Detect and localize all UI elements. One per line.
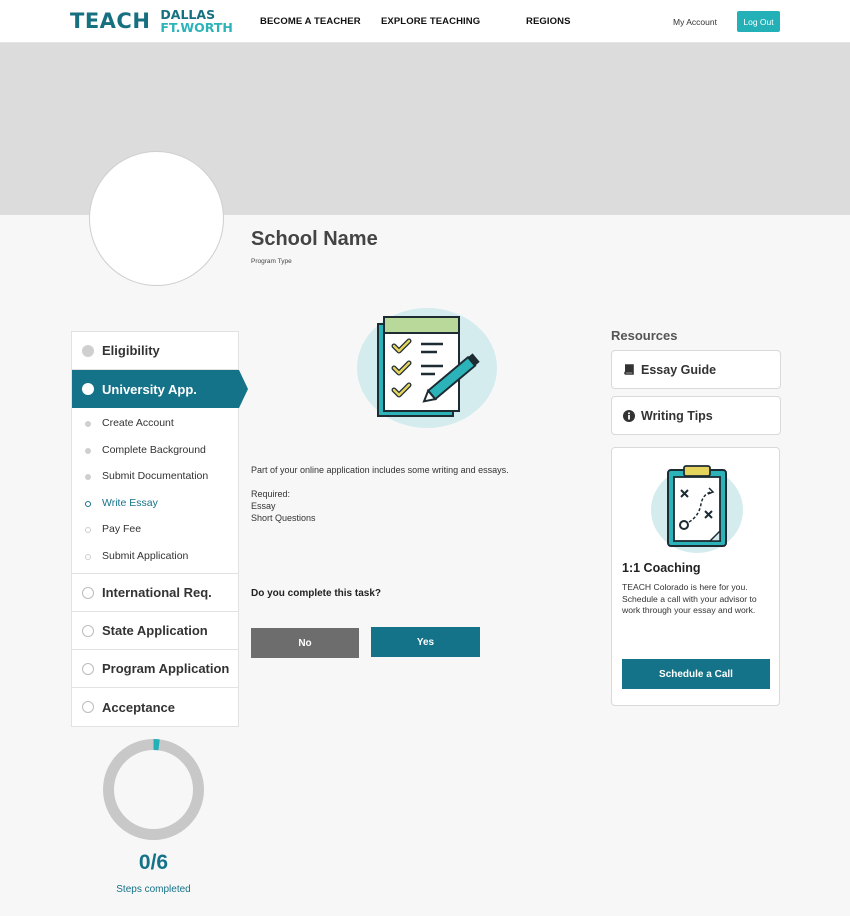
substep-submit-application[interactable] [72, 543, 238, 570]
substep-label: Complete Background [102, 443, 206, 456]
step-todo-dot-icon [82, 587, 94, 599]
logo-city [160, 8, 232, 34]
yes-button[interactable]: Yes [371, 627, 480, 657]
step-university-app[interactable] [72, 370, 239, 408]
logout-button[interactable]: Log Out [737, 11, 780, 32]
clipboard-strategy-illustration-icon [647, 458, 747, 553]
substep-label: Create Account [102, 417, 174, 430]
university-app-substeps [72, 408, 238, 574]
substep-done-dot-icon [85, 474, 91, 480]
task-description: Part of your online application includes some writing and essays. [251, 465, 509, 475]
step-acceptance[interactable] [72, 688, 238, 726]
step-label: International Req. [102, 585, 212, 600]
substep-label: Pay Fee [102, 523, 142, 536]
substep-done-dot-icon [85, 448, 91, 454]
substep-label: Write Essay [102, 496, 158, 509]
substep-label: Submit Application [102, 549, 189, 562]
checklist-illustration-icon [355, 306, 500, 430]
step-active-dot-icon [82, 383, 94, 395]
step-todo-dot-icon [82, 701, 94, 713]
progress-label: Steps completed [116, 884, 191, 895]
progress-track [109, 745, 199, 835]
program-type: Program Type [251, 258, 292, 265]
resources-heading: Resources [611, 328, 678, 343]
step-label: University App. [102, 381, 197, 397]
substep-label: Submit Documentation [102, 470, 209, 483]
step-state-application[interactable] [72, 612, 238, 650]
progress-count: 0/6 [138, 851, 169, 874]
nav-become-a-teacher[interactable]: BECOME A TEACHER [260, 16, 361, 27]
required-item-essay: Essay [251, 501, 276, 511]
substep-create-account[interactable] [72, 410, 238, 437]
required-label: Required: [251, 489, 291, 499]
step-international-req[interactable] [72, 574, 238, 612]
required-item-short-questions: Short Questions [251, 513, 316, 523]
coaching-title: 1:1 Coaching [622, 561, 701, 575]
book-icon [623, 364, 635, 376]
substep-pay-fee[interactable] [72, 516, 238, 543]
step-label: Program Application [102, 661, 230, 676]
substep-complete-background[interactable] [72, 437, 238, 464]
schedule-call-button[interactable]: Schedule a Call [622, 659, 770, 689]
logo-city-line1: DALLAS [160, 7, 216, 22]
writing-tips-button[interactable] [611, 396, 781, 435]
teach-dallas-logo[interactable] [70, 8, 233, 34]
step-label: Eligibility [102, 343, 160, 358]
info-icon [623, 410, 635, 422]
step-label: State Application [102, 623, 208, 638]
step-complete-dot-icon [82, 345, 94, 357]
step-eligibility[interactable] [72, 332, 238, 370]
step-todo-dot-icon [82, 625, 94, 637]
logo-city-line2: FT.WORTH [160, 20, 233, 35]
progress-ring [103, 739, 204, 840]
substep-submit-documentation[interactable] [72, 463, 238, 490]
substep-write-essay[interactable] [72, 490, 238, 517]
school-name: School Name [251, 228, 378, 250]
essay-guide-label: Essay Guide [641, 362, 717, 377]
essay-guide-button[interactable] [611, 350, 781, 389]
substep-done-dot-icon [85, 421, 91, 427]
coaching-description: TEACH Colorado is here for you. Schedule a call with your advisor to work through your essay and work. [622, 582, 757, 615]
substep-todo-dot-icon [85, 554, 91, 560]
step-todo-dot-icon [82, 663, 94, 675]
logo-wordmark: TEACH [70, 9, 151, 33]
application-steps [71, 331, 239, 727]
task-question: Do you complete this task? [251, 588, 382, 599]
step-label: Acceptance [102, 699, 175, 715]
step-program-application[interactable] [72, 650, 238, 688]
top-navigation-bar [0, 0, 850, 43]
substep-current-dot-icon [85, 501, 91, 507]
coaching-card [611, 447, 780, 706]
school-avatar [89, 151, 224, 286]
my-account-link[interactable]: My Account [673, 17, 717, 27]
no-button[interactable]: No [251, 628, 359, 658]
substep-todo-dot-icon [85, 527, 91, 533]
nav-explore-teaching[interactable]: EXPLORE TEACHING [381, 16, 481, 27]
nav-regions[interactable]: REGIONS [526, 16, 571, 27]
writing-tips-label: Writing Tips [641, 408, 713, 423]
